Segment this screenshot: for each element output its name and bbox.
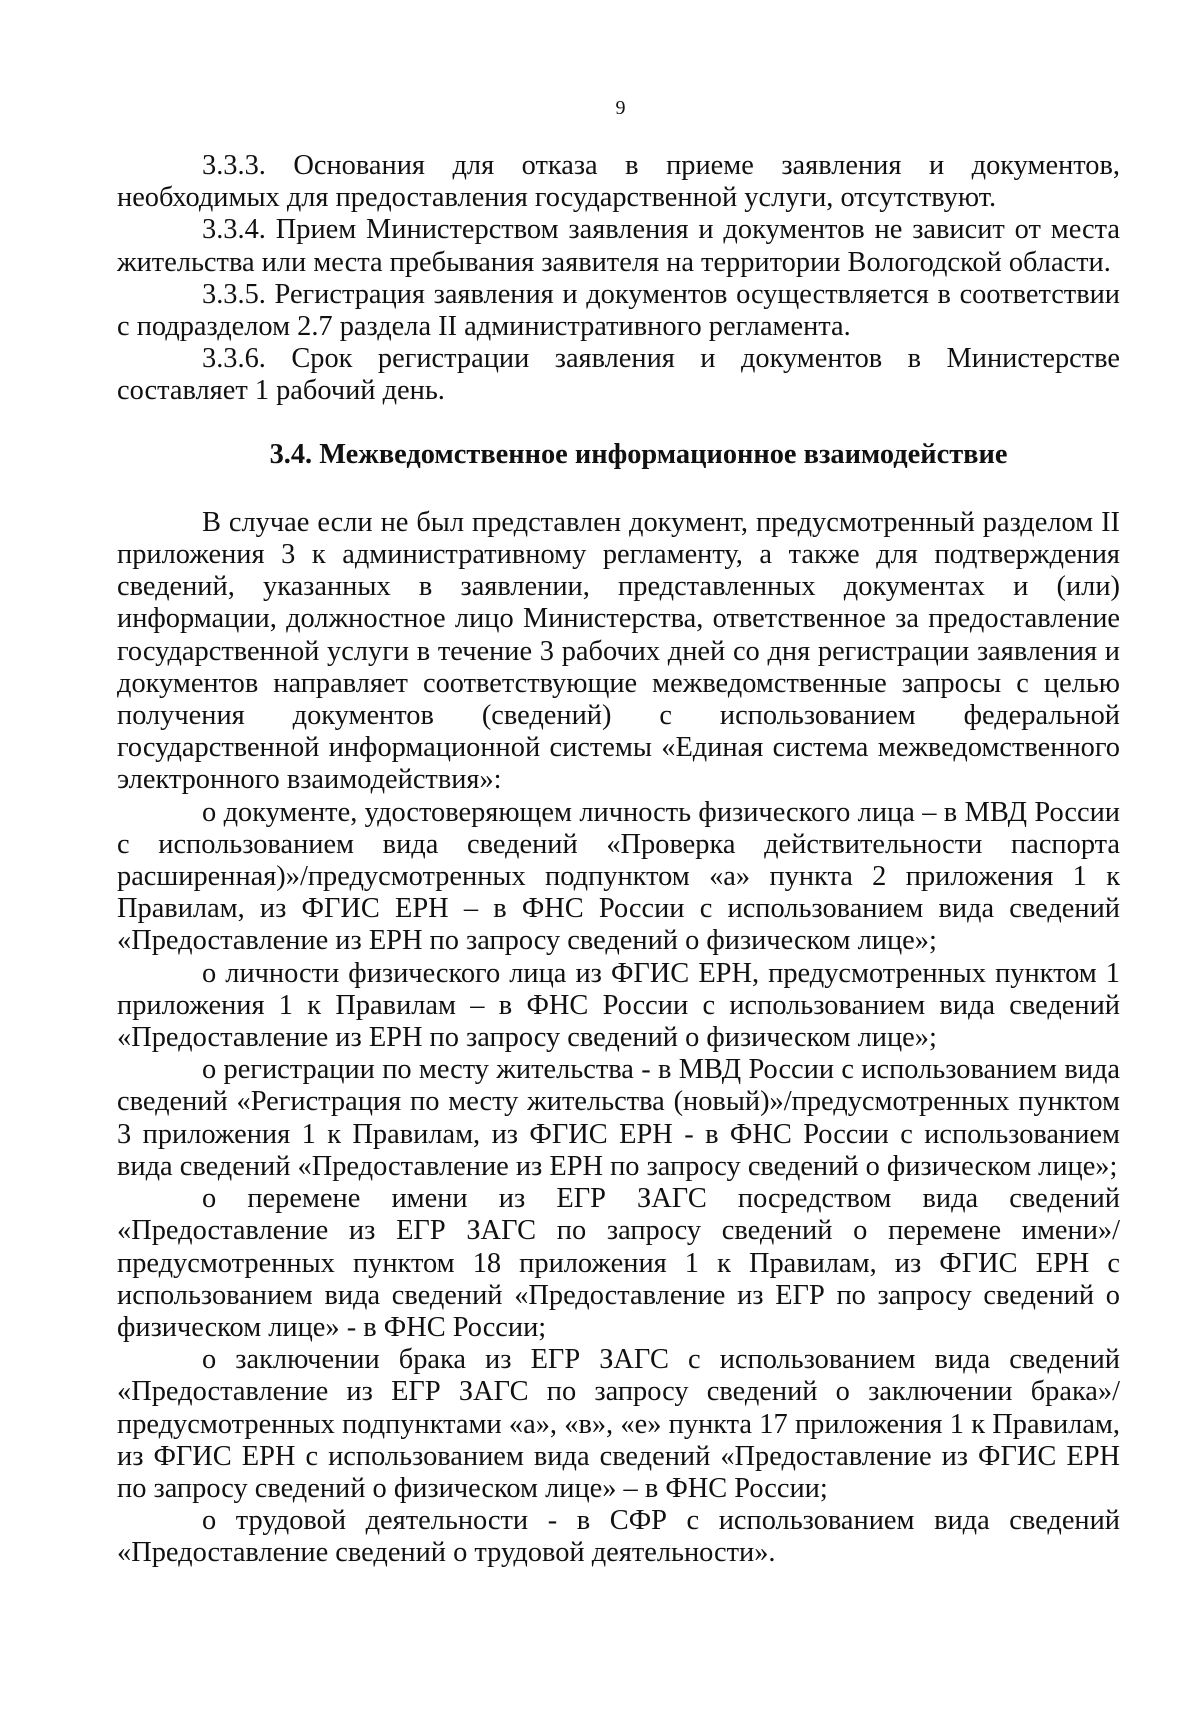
paragraph-personal-identity: о личности физического лица из ФГИС ЕРН, предусмотренных пунктом 1 приложения 1 к Правилам – в ФНС России с использованием вида сведений «Предоставление из ЕРН по запросу сведений о физическом лице»;: [117, 957, 1120, 1054]
paragraph-3-3-3: 3.3.3. Основания для отказа в приеме заявления и документов, необходимых для предоставления государственной услуги, отсутствуют.: [117, 150, 1120, 214]
paragraph-3-3-6: 3.3.6. Срок регистрации заявления и документов в Министерстве составляет 1 рабочий день.: [117, 343, 1120, 407]
paragraph-3-3-5: 3.3.5. Регистрация заявления и документов осуществляется в соответствии с подразделом 2.7 раздела II административного регламента.: [117, 278, 1120, 343]
page-number: 9: [615, 97, 626, 119]
paragraph-intro: В случае если не был представлен документ, предусмотренный разделом II приложения 3 к административному регламенту, а также для подтверждения сведений, указанных в заявлении, представленных документах и (или) информации, должностное лицо Министерства, ответственное за предоставление государственной услуги в течение 3 рабочих дней со дня регистрации заявления и документов направляет соответствующие межведомственные запросы с целью получения документов (сведений) с использованием федеральной государственной информационной системы «Единая система межведомственного электронного взаимодействия»:: [117, 506, 1120, 796]
paragraph-marriage: о заключении брака из ЕГР ЗАГС с использованием вида сведений «Предоставление из ЕГР ЗАГС по запросу сведений о заключении брака»/предусмотренных подпунктами «а», «в», «е» пункта 17 приложения 1 к Правилам, из ФГИС ЕРН с использованием вида сведений «Предоставление из ФГИС ЕРН по запросу сведений о физическом лице» – в ФНС России;: [117, 1344, 1120, 1504]
paragraph-labor-activity: о трудовой деятельности - в СФР с использованием вида сведений «Предоставление сведений о трудовой деятельности».: [117, 1505, 1120, 1569]
section-heading: 3.4. Межведомственное информационное взаимодействие: [269, 438, 1008, 470]
paragraph-3-3-4: 3.3.4. Прием Министерством заявления и документов не зависит от места жительства или места пребывания заявителя на территории Вологодской области.: [117, 214, 1120, 278]
paragraph-residence-registration: о регистрации по месту жительства - в МВД России с использованием вида сведений «Регистрация по месту жительства (новый)»/предусмотренных пунктом 3 приложения 1 к Правилам, из ФГИС ЕРН - в ФНС России с использованием вида сведений «Предоставление из ЕРН по запросу сведений о физическом лице»;: [117, 1054, 1120, 1182]
paragraph-name-change: о перемене имени из ЕГР ЗАГС посредством вида сведений «Предоставление из ЕГР ЗАГС по запросу сведений о перемене имени»/предусмотренных пунктом 18 приложения 1 к Правилам, из ФГИС ЕРН с использованием вида сведений «Предоставление из ЕГР по запросу сведений о физическом лице» - в ФНС России;: [117, 1183, 1120, 1343]
paragraph-identity-document: о документе, удостоверяющем личность физического лица – в МВД России с использованием вида сведений «Проверка действительности паспорта расширенная)»/предусмотренных подпунктом «а» пункта 2 приложения 1 к Правилам, из ФГИС ЕРН – в ФНС России с использованием вида сведений «Предоставление из ЕРН по запросу сведений о физическом лице»;: [117, 796, 1120, 957]
